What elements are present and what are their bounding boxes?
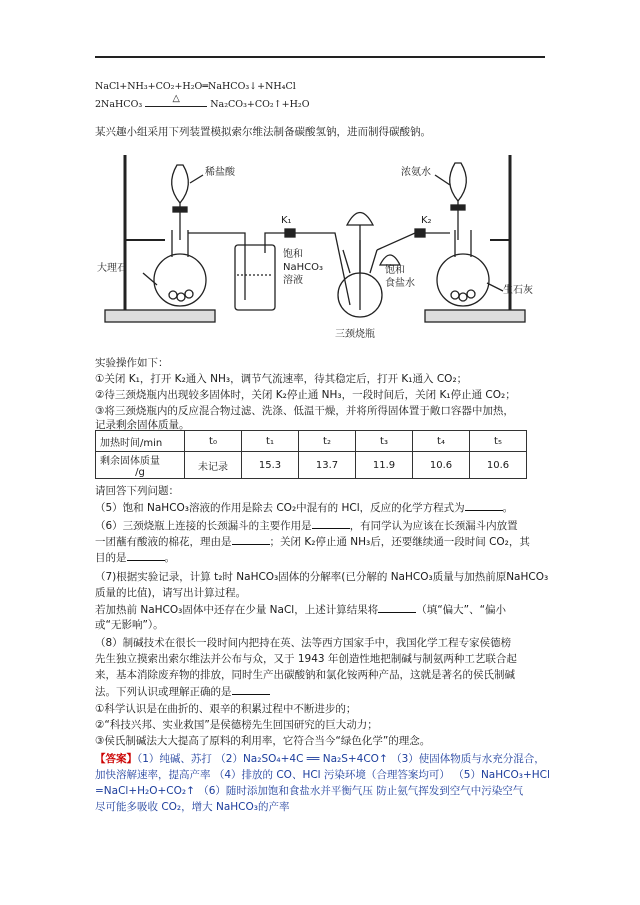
label-flask: 三颈烧瓶	[335, 329, 375, 340]
answer-line-3: =NaCl+H₂O+CO₂↑ （6）随时添加饱和食盐水并平衡气压 防止氨气挥发到空气中污染空气	[95, 785, 524, 797]
left-stand-base	[105, 310, 215, 322]
table-cell: 13.7	[299, 452, 356, 479]
question-8d-text: 法。下列认识或理解正确的是	[95, 686, 232, 698]
question-8a: （8）制碱技术在很长一段时间内把持在英、法等西方国家手中，我国化学工程专家侯德榜	[95, 637, 512, 649]
label-k1: K₁	[281, 215, 292, 226]
questions-prompt: 请回答下列问题：	[95, 485, 179, 497]
step-3-cont: 记录剩余固体质量。	[95, 419, 190, 431]
question-6e-text: 目的是	[95, 552, 127, 564]
question-8b: 先生独立摸索出索尔维法并公布与众，又于 1943 年创造性地把制碱与制氨两种工艺联合起	[95, 653, 517, 665]
table-cell: t₁	[242, 431, 299, 452]
label-quicklime: 生石灰	[503, 285, 533, 296]
table-cell: 未记录	[185, 452, 242, 479]
question-6c-text: 一团蘸有酸液的棉花，理由是	[95, 536, 232, 548]
label-sat-1: 饱和	[283, 249, 303, 260]
table-cell: 11.9	[356, 452, 413, 479]
option-2: ②“科技兴邦、实业救国”是侯德榜先生回国研究的巨大动力；	[95, 719, 378, 731]
left-flask	[154, 254, 206, 306]
question-8d	[95, 684, 270, 699]
question-7c	[95, 602, 506, 617]
label-marble: 大理石	[97, 263, 127, 274]
question-7c-text: 若加热前 NaHCO₃固体中还存在少量 NaCl，上述计算结果将	[95, 604, 379, 616]
option-3: ③侯氏制碱法大大提高了原料的利用率，它符合当今“绿色化学”的理念。	[95, 735, 431, 747]
question-8c: 来，基本消除废弃物的排放，同时生产出碳酸钠和氯化铵两种产品，这就是著名的侯氏制碱	[95, 669, 515, 681]
table-cell: t₀	[185, 431, 242, 452]
question-6c	[95, 534, 530, 549]
answer-blank	[465, 500, 503, 511]
label-ammonia: 浓氨水	[401, 167, 431, 178]
table-cell: t₂	[299, 431, 356, 452]
label-sat-3: 溶液	[283, 275, 303, 286]
label-k2: K₂	[421, 215, 432, 226]
answer-blank	[127, 550, 165, 561]
answer-line-1	[95, 752, 545, 766]
answer-blank	[232, 684, 270, 695]
heat-condition: △	[145, 92, 207, 107]
wash-bottle	[235, 245, 275, 310]
option-1: ①科学认识是在曲折的、艰辛的积累过程中不断进步的；	[95, 703, 357, 715]
answer-blank	[232, 534, 270, 545]
question-7e: 或“无影响”）。	[95, 619, 164, 631]
answer-line-4: 尽可能多吸收 CO₂，增大 NaHCO₃的产率	[95, 801, 290, 813]
apparatus-diagram	[95, 145, 535, 355]
question-7b: 质量的比值)，请写出计算过程。	[95, 587, 247, 599]
table-cell: 10.6	[413, 452, 470, 479]
table-cell: t₃	[356, 431, 413, 452]
question-6d-text: ；关闭 K₂停止通 NH₃后，还要继续通一段时间 CO₂，其	[269, 536, 530, 548]
table-row	[96, 431, 527, 452]
equation-2	[95, 93, 310, 113]
question-7a: （7)根据实验记录，计算 t₂时 NaHCO₃固体的分解率(已分解的 NaHCO₃质量与加热前原NaHCO₃	[95, 571, 549, 583]
table-header-time: 加热时间/min	[96, 431, 185, 452]
question-6a-text: （6）三颈烧瓶上连接的长颈漏斗的主要作用是	[95, 520, 312, 532]
answer-blank	[312, 518, 350, 529]
label-brine-2: 食盐水	[385, 278, 415, 289]
question-6b-text: ，有同学认为应该在长颈漏斗内放置	[349, 520, 518, 532]
answer-label: 【答案】	[95, 753, 137, 765]
answer-text-1: （1）纯碱、苏打 （2）Na₂SO₄+4C ══ Na₂S+4CO↑ （3）使固体物质与水充分混合，	[137, 753, 545, 765]
table-cell: 10.6	[470, 452, 527, 479]
table-cell: t₅	[470, 431, 527, 452]
right-sep-funnel	[450, 163, 467, 201]
mass-table	[95, 430, 527, 479]
question-6e: 目的是 。	[95, 552, 175, 564]
equation-2-right: Na₂CO₃+CO₂↑+H₂O	[210, 99, 310, 110]
step-2: ②待三颈烧瓶内出现较多固体时，关闭 K₂停止通 NH₃，一段时间后，关闭 K₁停止通 CO₂；	[95, 389, 516, 401]
label-dilute-hcl: 稀盐酸	[205, 167, 235, 178]
table-header-mass-b: /g	[135, 467, 145, 478]
step-1: ①关闭 K₁，打开 K₂通入 NH₃，调节气流速率，待其稳定后，打开 K₁通入 CO₂；	[95, 373, 468, 385]
long-funnel	[347, 213, 373, 226]
table-header-mass-a: 剩余固体质量	[100, 456, 160, 467]
table-row	[96, 452, 527, 479]
right-flask	[437, 254, 489, 306]
right-stand-base	[425, 310, 525, 322]
top-rule	[95, 56, 545, 58]
question-5: （5）饱和 NaHCO₃溶液的作用是除去 CO₂中混有的 HCl，反应的化学方程式为 。	[95, 502, 514, 514]
table-cell: 15.3	[242, 452, 299, 479]
equation-2-left: 2NaHCO₃	[95, 99, 143, 110]
intro-text: 某兴趣小组采用下列装置模拟索尔维法制备碳酸氢钠，进而制得碳酸钠。	[95, 126, 431, 138]
question-5-text: （5）饱和 NaHCO₃溶液的作用是除去 CO₂中混有的 HCl，反应的化学方程式为	[95, 502, 465, 514]
left-sep-funnel	[172, 165, 189, 203]
label-brine-1: 饱和	[385, 265, 405, 276]
question-6a	[95, 518, 518, 533]
table-cell: t₄	[413, 431, 470, 452]
question-7d-text: （填“偏大”、“偏小	[416, 604, 507, 616]
equation-1: NaCl+NH₃+CO₂+H₂O═NaHCO₃↓+NH₄Cl	[95, 81, 296, 92]
step-3: ③将三颈烧瓶内的反应混合物过滤、洗涤、低温干燥，并将所得固体置于敞口容器中加热，	[95, 405, 514, 417]
steps-heading: 实验操作如下：	[95, 357, 169, 369]
answer-blank	[378, 602, 416, 613]
answer-line-2: 加快溶解速率，提高产率 （4）排放的 CO、HCl 污染环境（合理答案均可） （5）NaHCO₃+HCl	[95, 769, 550, 781]
table-header-mass	[96, 452, 185, 479]
label-sat-2: NaHCO₃	[283, 262, 323, 273]
